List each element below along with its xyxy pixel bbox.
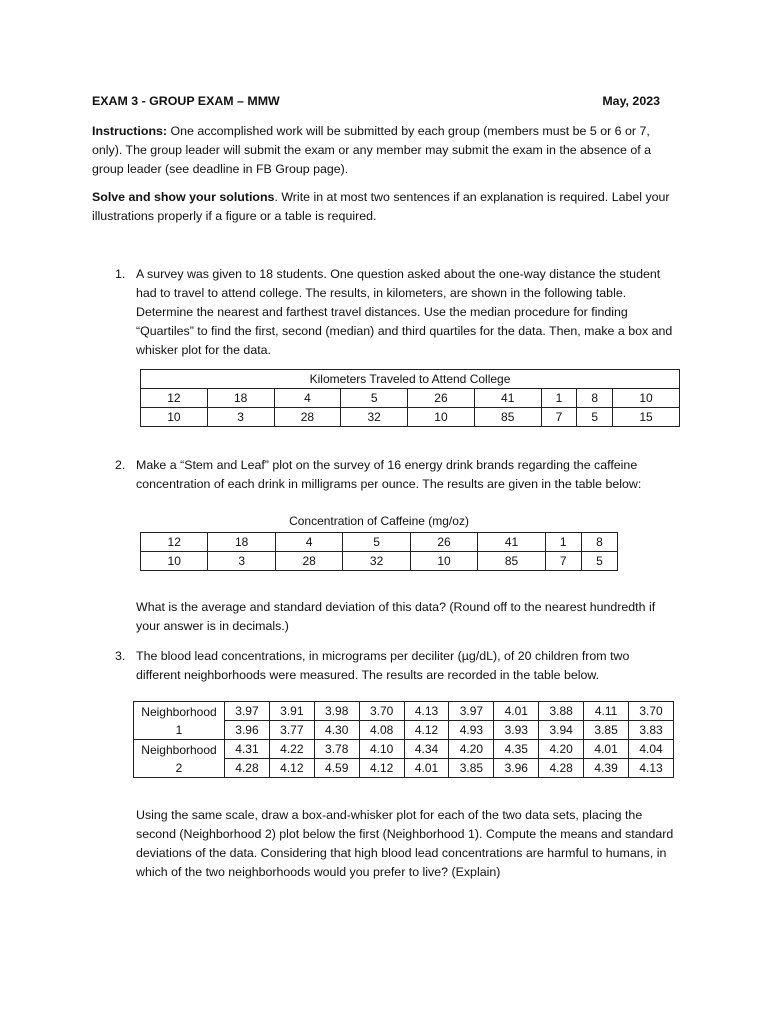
table-cell: 3	[207, 408, 274, 427]
table-cell: 28	[274, 408, 341, 427]
table-cell: 3.70	[629, 702, 674, 721]
table-cell: 4.12	[359, 759, 404, 778]
table-cell: 4	[275, 533, 342, 552]
table-cell: 10	[613, 389, 680, 408]
table-cell: 26	[410, 533, 477, 552]
exam-title: EXAM 3 - GROUP EXAM – MMW	[92, 94, 280, 108]
table-cell: 15	[613, 408, 680, 427]
table-cell: 1	[541, 389, 577, 408]
table-cell: 10	[141, 552, 208, 571]
q1-number: 1.	[115, 267, 126, 281]
neighborhood-2-label: Neighborhood 2	[134, 740, 225, 778]
q3-number: 3.	[115, 649, 126, 663]
exam-header	[92, 92, 660, 111]
table-cell: 32	[343, 552, 410, 571]
table-cell: 8	[577, 389, 613, 408]
solve-paragraph	[92, 188, 676, 226]
table-cell: 8	[581, 533, 617, 552]
instructions-label: Instructions:	[92, 124, 168, 138]
table-cell: 41	[474, 389, 541, 408]
table-row	[134, 740, 674, 759]
table-cell: 4.13	[629, 759, 674, 778]
table-cell: 10	[141, 408, 208, 427]
table-cell: 5	[341, 389, 408, 408]
table-cell: 4.31	[225, 740, 270, 759]
table-row	[141, 533, 618, 552]
table-row	[141, 552, 618, 571]
solve-label: Solve and show your solutions	[92, 190, 275, 204]
table-cell: 3	[208, 552, 275, 571]
q1-table	[140, 369, 680, 427]
table-cell: 7	[545, 552, 581, 571]
q1-text: A survey was given to 18 students. One question asked about the one-way distance the student had to travel to attend college. The results, in kilometers, are shown in the following table. Determine the nearest and farthest travel distances. Use the median procedure for finding “Quartiles” to find the first, second (median) and third quartiles for the data. Then, make a box and whisker plot for the data.	[136, 267, 673, 357]
table-cell: 3.85	[584, 721, 629, 740]
q2-table-title: Concentration of Caffeine (mg/oz)	[289, 514, 469, 528]
q2-text: Make a “Stem and Leaf” plot on the survey of 16 energy drink brands regarding the caffeine concentration of each drink in milligrams per ounce. The results are given in the table below:	[136, 458, 642, 491]
table-row	[141, 389, 680, 408]
table-cell: 4	[274, 389, 341, 408]
q2-number: 2.	[115, 458, 126, 472]
table-cell: 4.20	[449, 740, 494, 759]
table-cell: 5	[577, 408, 613, 427]
table-cell: 12	[141, 533, 208, 552]
table-cell: 7	[541, 408, 577, 427]
table-cell: 4.04	[629, 740, 674, 759]
table-cell: 3.78	[314, 740, 359, 759]
table-cell: 18	[208, 533, 275, 552]
table-cell: 32	[341, 408, 408, 427]
q3-text: The blood lead concentrations, in micrograms per deciliter (µg/dL), of 20 children from two different neighborhoods were measured. The results are recorded in the table below.	[136, 649, 630, 682]
table-cell: 4.10	[359, 740, 404, 759]
table-cell: 4.13	[404, 702, 449, 721]
table-cell: 5	[343, 533, 410, 552]
table-row	[134, 702, 674, 721]
table-cell: 4.01	[584, 740, 629, 759]
table-cell: 4.20	[539, 740, 584, 759]
exam-date: May, 2023	[602, 94, 660, 108]
table-cell: 3.98	[314, 702, 359, 721]
neighborhood-1-label: Neighborhood 1	[134, 702, 225, 740]
q3-followup: Using the same scale, draw a box-and-whisker plot for each of the two data sets, placing the second (Neighborhood 2) plot below the first (Neighborhood 1). Compute the means and standard deviations of the data. Considering that high blood lead concentrations are harmful to humans, in which of the two neighborhoods would you prefer to live? (Explain)	[136, 808, 674, 879]
table-cell: 4.01	[494, 702, 539, 721]
table-cell: 3.97	[449, 702, 494, 721]
table-cell: 3.96	[225, 721, 270, 740]
table-cell: 10	[408, 408, 475, 427]
table-cell: 85	[478, 552, 545, 571]
table-cell: 4.28	[539, 759, 584, 778]
table-row	[141, 408, 680, 427]
table-cell: 4.39	[584, 759, 629, 778]
table-cell: 4.93	[449, 721, 494, 740]
q3-table	[133, 701, 674, 778]
q2-followup: What is the average and standard deviation of this data? (Round off to the nearest hundredth if your answer is in decimals.)	[136, 600, 656, 633]
table-cell: 18	[207, 389, 274, 408]
table-cell: 4.12	[404, 721, 449, 740]
table-cell: 4.34	[404, 740, 449, 759]
table-cell: 4.11	[584, 702, 629, 721]
q1-table-title: Kilometers Traveled to Attend College	[141, 370, 680, 389]
table-cell: 3.96	[494, 759, 539, 778]
table-cell: 1	[545, 533, 581, 552]
table-cell: 4.30	[314, 721, 359, 740]
solve-text: . Write in at most two sentences if an explanation is required. Label your illustrations properly if a figure or a table is required.	[92, 190, 670, 223]
table-cell: 10	[410, 552, 477, 571]
table-cell: 3.91	[269, 702, 314, 721]
table-cell: 3.97	[225, 702, 270, 721]
table-cell: 4.12	[269, 759, 314, 778]
table-cell: 4.08	[359, 721, 404, 740]
table-cell: 3.77	[269, 721, 314, 740]
table-cell: 3.70	[359, 702, 404, 721]
table-cell: 3.93	[494, 721, 539, 740]
instructions-text: One accomplished work will be submitted by each group (members must be 5 or 6 or 7, only). The group leader will submit the exam or any member may submit the exam in the absence of a group leader (see deadline in FB Group page).	[92, 124, 651, 176]
table-cell: 4.22	[269, 740, 314, 759]
table-cell: 41	[478, 533, 545, 552]
table-cell: 12	[141, 389, 208, 408]
table-cell: 4.01	[404, 759, 449, 778]
table-cell: 4.28	[225, 759, 270, 778]
table-cell: 3.94	[539, 721, 584, 740]
table-cell: 85	[474, 408, 541, 427]
table-cell: 28	[275, 552, 342, 571]
table-cell: 3.88	[539, 702, 584, 721]
table-cell: 3.83	[629, 721, 674, 740]
table-cell: 26	[408, 389, 475, 408]
table-cell: 3.85	[449, 759, 494, 778]
table-cell: 4.35	[494, 740, 539, 759]
table-cell: 5	[581, 552, 617, 571]
table-cell: 4.59	[314, 759, 359, 778]
q2-table	[140, 532, 618, 571]
instructions-paragraph	[92, 122, 676, 179]
